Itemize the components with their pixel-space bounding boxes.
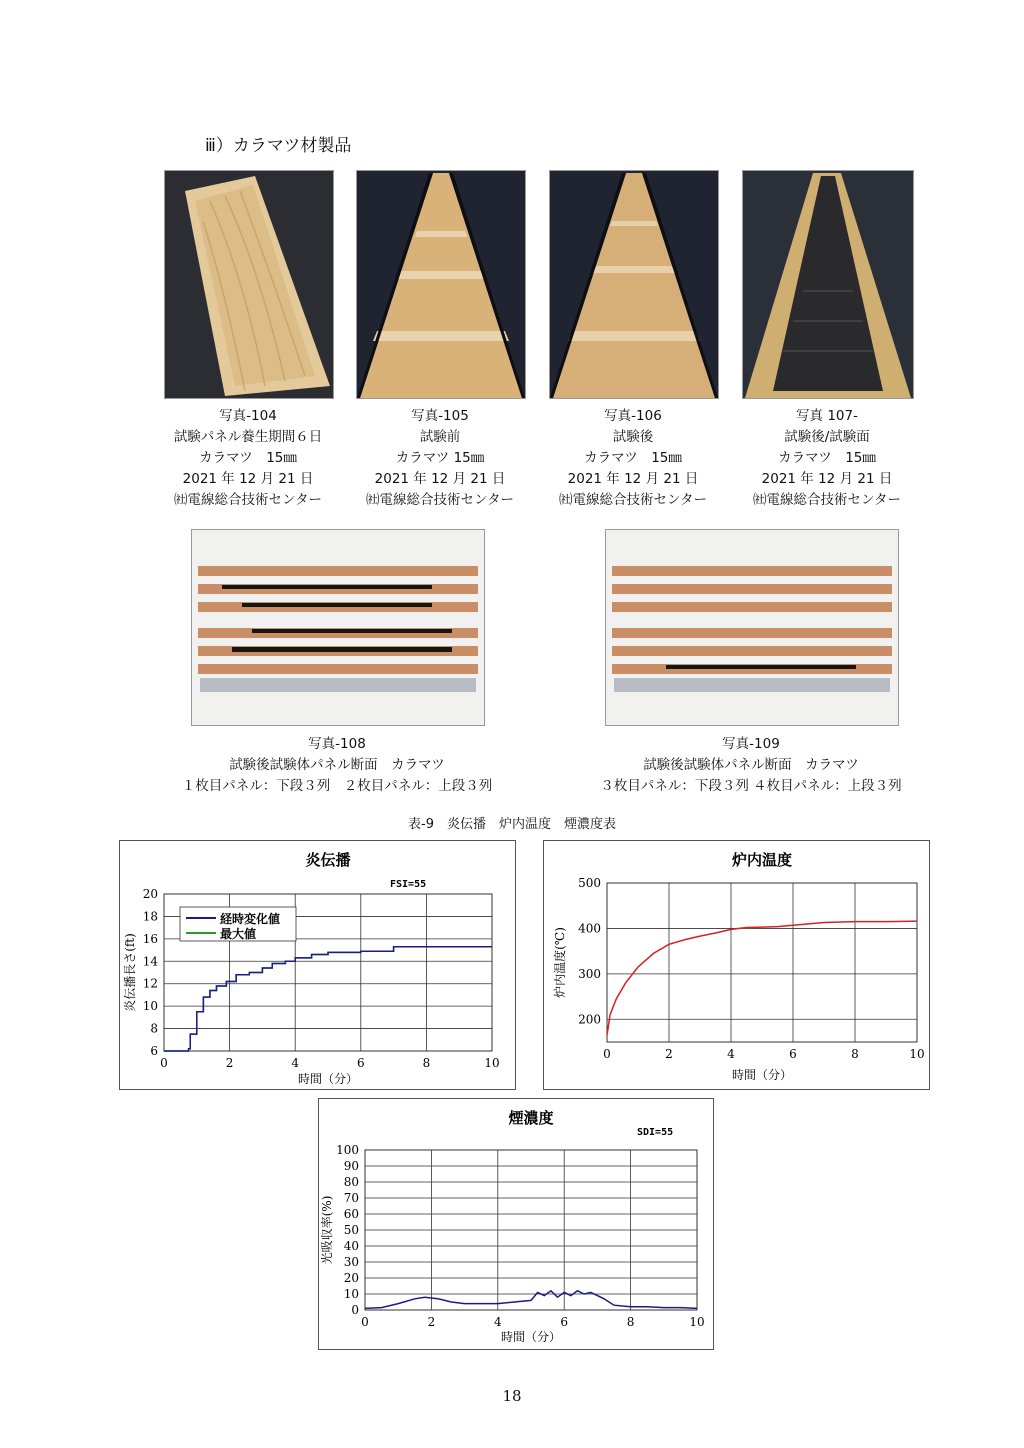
x-tick-label: 6 <box>356 1056 365 1070</box>
y-tick-label: 200 <box>578 1012 601 1027</box>
photo-after-test-surface <box>742 170 914 399</box>
y-tick-label: 100 <box>336 1143 359 1157</box>
y-tick-label: 20 <box>142 887 158 901</box>
caption-photo-107: 写真 107- 試験後/試験面 カラマツ 15㎜ 2021 年 12 月 21 日 ㈳電線総合技術センター <box>753 408 901 508</box>
x-tick-label: 6 <box>789 1047 797 1061</box>
y-tick-label: 70 <box>343 1191 359 1205</box>
caption-photo-109: 写真-109 試験後試験体パネル断面 カラマツ ３枚目パネル：下段３列 ４枚目パネル：上段３列 <box>600 736 902 794</box>
x-tick-label: 4 <box>493 1315 502 1329</box>
y-tick-label: 500 <box>578 876 601 890</box>
y-tick-label: 300 <box>578 966 601 981</box>
chart-title: 煙濃度 <box>508 1109 554 1127</box>
y-tick-label: 90 <box>343 1159 359 1173</box>
x-tick-label: 2 <box>427 1315 436 1329</box>
photo-cross-section-108 <box>191 529 485 726</box>
x-tick-label: 0 <box>603 1047 611 1061</box>
x-tick-label: 2 <box>225 1056 234 1070</box>
x-tick-label: 6 <box>560 1315 569 1329</box>
legend-entry: 最大値 <box>220 927 257 941</box>
y-tick-label: 8 <box>150 1021 158 1036</box>
x-tick-label: 8 <box>626 1315 635 1329</box>
x-tick-label: 8 <box>422 1056 431 1070</box>
photo-after-test <box>549 170 719 399</box>
chart-smoke-density <box>318 1098 714 1350</box>
y-tick-label: 40 <box>343 1239 359 1253</box>
photo-panel-curing <box>164 170 334 399</box>
y-axis-label: 炉内温度(℃) <box>553 927 567 998</box>
x-tick-label: 8 <box>851 1047 859 1061</box>
page-number: 18 <box>502 1387 522 1405</box>
y-tick-label: 16 <box>142 931 158 946</box>
y-tick-label: 20 <box>343 1271 359 1285</box>
caption-photo-104: 写真-104 試験パネル養生期間６日 カラマツ 15㎜ 2021 年 12 月 21 日 ㈳電線総合技術センター <box>173 408 323 508</box>
y-tick-label: 80 <box>343 1175 359 1189</box>
x-tick-label: 0 <box>361 1315 369 1329</box>
y-tick-label: 60 <box>343 1207 359 1221</box>
photo-before-test <box>356 170 526 399</box>
caption-photo-108: 写真-108 試験後試験体パネル断面 カラマツ １枚目パネル：下段３列 ２枚目パネル：上段３列 <box>181 736 493 794</box>
chart-furnace-temperature <box>543 840 930 1090</box>
smoke-density-svg <box>319 1099 713 1349</box>
chart-title: 炉内温度 <box>731 851 793 869</box>
flame-spread-svg <box>120 841 515 1089</box>
x-axis-label: 時間（分） <box>297 1072 359 1086</box>
y-tick-label: 10 <box>343 1287 359 1301</box>
x-tick-label: 10 <box>909 1047 925 1061</box>
y-tick-label: 18 <box>142 909 158 924</box>
furnace-temperature-svg <box>544 841 929 1089</box>
caption-photo-106: 写真-106 試験後 カラマツ 15㎜ 2021 年 12 月 21 日 ㈳電線総合技術センター <box>559 408 707 508</box>
y-tick-label: 12 <box>142 976 158 991</box>
x-tick-label: 10 <box>484 1056 500 1070</box>
photo-cross-section-109 <box>605 529 899 726</box>
y-tick-label: 30 <box>343 1255 359 1269</box>
y-tick-label: 6 <box>150 1044 158 1058</box>
x-axis-label: 時間（分） <box>731 1068 793 1082</box>
y-axis-label: 炎伝播長さ(ft) <box>123 933 137 1012</box>
chart-annotation: FSI=55 <box>390 879 427 890</box>
y-tick-label: 14 <box>142 954 158 969</box>
x-tick-label: 2 <box>665 1047 673 1061</box>
x-tick-label: 4 <box>291 1056 300 1070</box>
chart-annotation: SDI=55 <box>637 1127 674 1138</box>
x-tick-label: 10 <box>689 1315 705 1329</box>
chart-flame-spread <box>119 840 516 1090</box>
table-title: 表-9 炎伝播 炉内温度 煙濃度表 <box>408 817 616 832</box>
legend-entry: 経時変化値 <box>220 912 281 926</box>
y-tick-label: 10 <box>142 999 158 1014</box>
x-axis-label: 時間（分） <box>500 1330 562 1344</box>
x-tick-label: 4 <box>727 1047 735 1061</box>
chart-title: 炎伝播 <box>305 851 351 869</box>
plot-frame <box>607 883 917 1042</box>
y-tick-label: 50 <box>343 1223 359 1237</box>
x-tick-label: 0 <box>160 1056 168 1070</box>
y-tick-label: 400 <box>578 921 601 936</box>
caption-photo-105: 写真-105 試験前 カラマツ 15㎜ 2021 年 12 月 21 日 ㈳電線総合技術センター <box>366 408 514 508</box>
y-tick-label: 0 <box>351 1303 359 1317</box>
y-axis-label: 光吸収率(%) <box>320 1195 334 1265</box>
section-title: ⅲ）カラマツ材製品 <box>205 136 352 156</box>
